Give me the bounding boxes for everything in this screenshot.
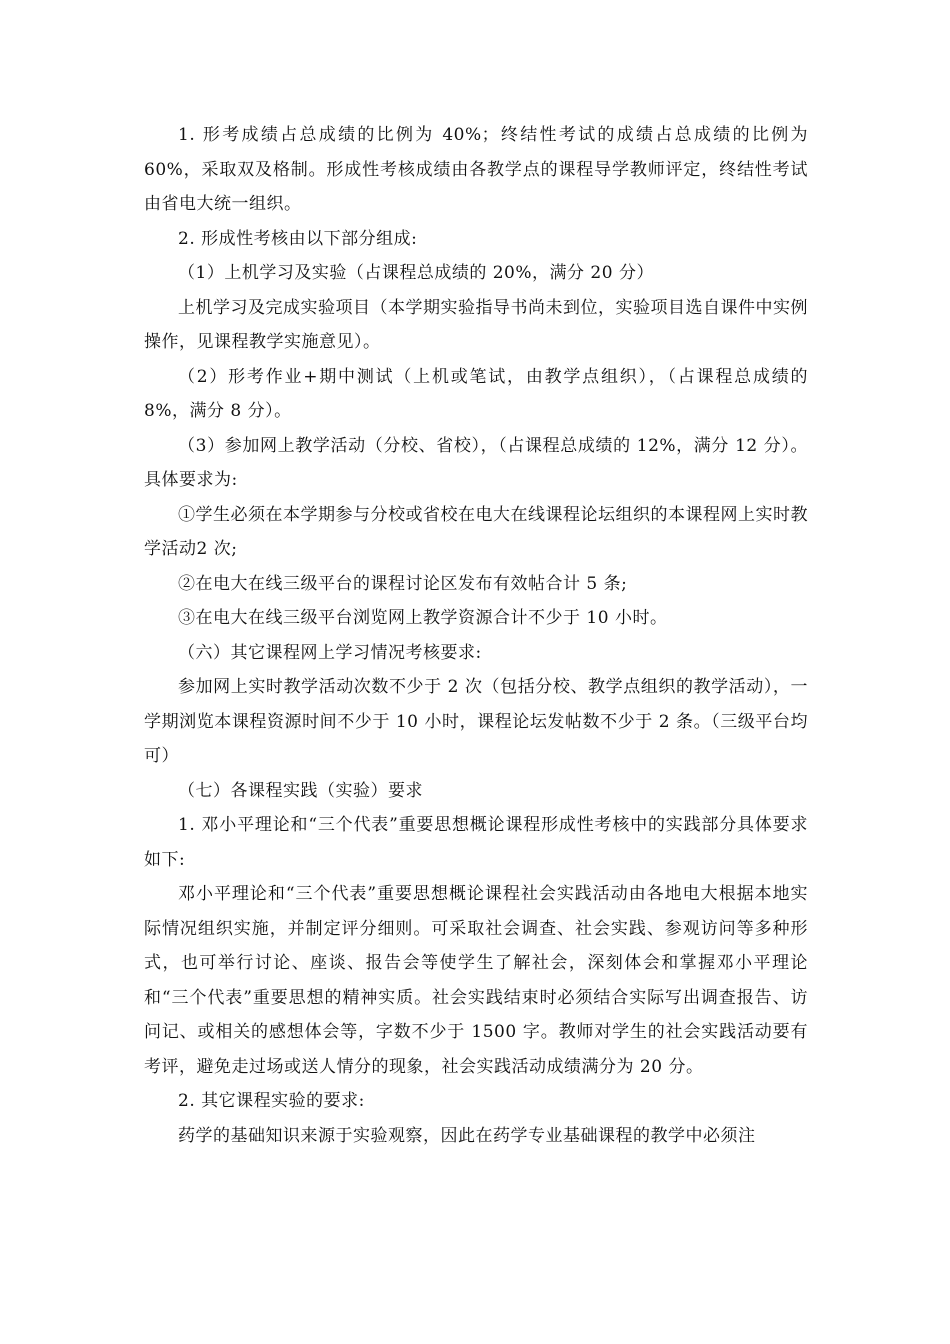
paragraph-other-experiments: 2. 其它课程实验的要求: [178,1091,365,1111]
paragraph-online-activity: 参加网上实时教学活动次数不少于 2 次（包括分校、教学点组织的教学活动），一学期浏览本课程资源时间不少于 10 小时，课程论坛发帖数不少于 2 条。（三级平台均可） [144,677,808,766]
paragraph-item-1-body: 上机学习及完成实验项目（本学期实验指导书尚未到位，实验项目选自课件中实例操作，见课程教学实施意见）。 [144,297,808,352]
paragraph-item-3: （3）参加网上教学活动（分校、省校），（占课程总成绩的 12%，满分 12 分）。具体要求为: [144,435,808,490]
section-heading-6: （六）其它课程网上学习情况考核要求: [178,642,482,663]
paragraph-formative-parts: 2. 形成性考核由以下部分组成: [178,228,418,249]
paragraph-requirement-3: ③在电大在线三级平台浏览网上教学资源合计不少于 10 小时。 [178,608,668,628]
paragraph-practice-intro: 1. 邓小平理论和“三个代表”重要思想概论课程形成性考核中的实践部分具体要求如下: [144,815,808,870]
paragraph-item-1-heading: （1）上机学习及实验（占课程总成绩的 20%，满分 20 分） [178,263,654,283]
paragraph-requirement-2: ②在电大在线三级平台的课程讨论区发布有效帖合计 5 条; [178,573,628,594]
paragraph-practice-body: 邓小平理论和“三个代表”重要思想概论课程社会实践活动由各地电大根据本地实际情况组织实施，并制定评分细则。可采取社会调查、社会实践、参观访问等多种形式，也可举行讨论、座谈、报告会等使学生了解社会，深刻体会和掌握邓小平理论和“三个代表”重要思想的精神实质。社会实践结束时必须结合实际写出调查报告、访问记、或相关的感想体会等，字数不少于 1500 字。教师对学生的社会实践活动要有考评，避免走过场或送人情分的现象，社会实践活动成绩满分为 20 分。 [144,884,808,1077]
document-body [144,118,808,1153]
paragraph-item-2: （2）形考作业+期中测试（上机或笔试，由教学点组织），（占课程总成绩的 8%，满分 8 分）。 [144,366,808,421]
paragraph-pharmacy: 药学的基础知识来源于实验观察，因此在药学专业基础课程的教学中必须注 [178,1125,756,1146]
section-heading-7: （七）各课程实践（实验）要求 [178,780,423,801]
paragraph-grade-ratio: 1. 形考成绩占总成绩的比例为 40%；终结性考试的成绩占总成绩的比例为 60%，采取双及格制。形成性考核成绩由各教学点的课程导学教师评定，终结性考试由省电大统一组织。 [144,125,808,214]
paragraph-requirement-1: ①学生必须在本学期参与分校或省校在电大在线课程论坛组织的本课程网上实时教学活动2 次; [144,504,808,559]
